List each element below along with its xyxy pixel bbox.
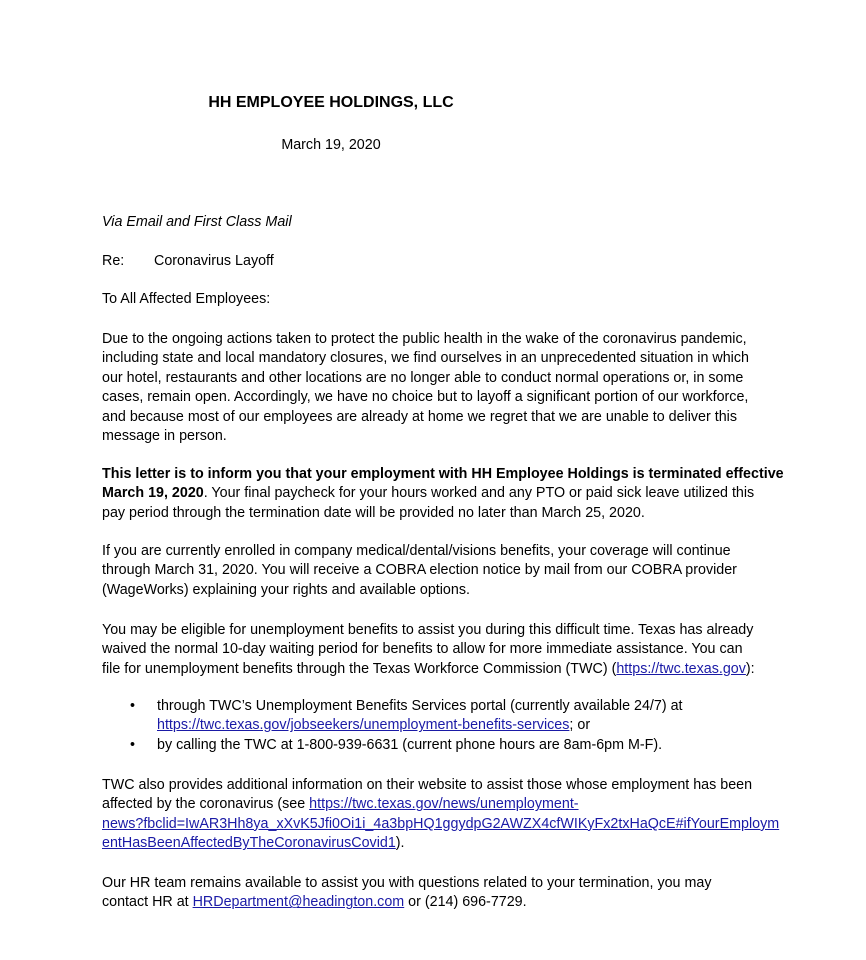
hr-email-link[interactable]: HRDepartment@headington.com xyxy=(192,894,405,911)
paragraph-intro xyxy=(102,330,792,446)
paragraph-line: our hotel, restaurants and other locations are no longer able to conduct normal operations or, in some xyxy=(102,369,744,386)
paragraph-line: through March 31, 2020. You will receive a COBRA election notice by mail from our COBRA provider xyxy=(102,562,737,579)
twc-news-link-end[interactable]: entHasBeenAffectedByTheCoronavirusCovid1 xyxy=(102,835,396,852)
paragraph-line: You may be eligible for unemployment benefits to assist you during this difficult time. Texas has already xyxy=(102,622,754,638)
paragraph-twc-info: TWC also provides additional information on their website to assist those whose employment has been affected by the coronavirus (see https://twc.texas.gov/news/unemployment- news?fbclid=IwAR3Hh8ya_xXvK5Jfi0Oi1i_4a3bpHQ1ggydpG2AWZX4cfWIKyFx2txHaQcE#ifYourEmploym entHasBeenAffectedByTheCoronavirusCovid1). xyxy=(102,776,792,854)
paragraph-termination xyxy=(102,465,792,523)
paragraph-line: cases, remain open. Accordingly, we have no choice but to layoff a significant portion of our workforce, xyxy=(102,389,749,406)
termination-date: March 19, 2020 xyxy=(102,485,204,502)
twc-portal-link[interactable]: https://twc.texas.gov/jobseekers/unemployment-benefits-services xyxy=(157,717,570,734)
bullet-icon: • xyxy=(130,698,136,714)
paragraph-line: TWC also provides additional information on their website to assist those whose employment has been xyxy=(102,777,753,793)
paragraph-line: pay period through the termination date will be provided no later than March 25, 2020. xyxy=(102,504,645,521)
list-item: • through TWC’s Unemployment Benefits Services portal (currently available 24/7) at https://twc.texas.gov/jobseekers/unemployment-benefits-services; or xyxy=(130,698,683,734)
twc-news-link-cont[interactable]: news?fbclid=IwAR3Hh8ya_xXvK5Jfi0Oi1i_4a3bpHQ1ggydpG2AWZX4cfWIKyFx2txHaQcE#ifYourEmploym xyxy=(102,815,780,832)
twc-news-link[interactable]: https://twc.texas.gov/news/unemployment- xyxy=(309,796,579,813)
paragraph-line: If you are currently enrolled in company medical/dental/visions benefits, your coverage will continue xyxy=(102,543,731,559)
subject-line xyxy=(102,252,792,271)
paragraph-benefits xyxy=(102,542,792,600)
salutation: To All Affected Employees: xyxy=(102,291,271,307)
re-subject: Coronavirus Layoff xyxy=(154,253,274,269)
company-heading: HH EMPLOYEE HOLDINGS, LLC xyxy=(208,94,454,111)
paragraph-line: and because most of our employees are already at home we regret that we are unable to deliver this xyxy=(102,408,737,425)
paragraph-line: Due to the ongoing actions taken to protect the public health in the wake of the coronavirus pandemic, xyxy=(102,331,747,347)
re-label: Re: xyxy=(102,253,125,269)
paragraph-line: message in person. xyxy=(102,428,227,445)
delivery-method: Via Email and First Class Mail xyxy=(102,214,292,230)
paragraph-line: Our HR team remains available to assist you with questions related to your termination, you may xyxy=(102,875,712,891)
paragraph-unemployment: You may be eligible for unemployment benefits to assist you during this difficult time. Texas has already waived the normal 10-day waiting period for benefits to allow for more immediate assistance. You can file for unemployment benefits through the Texas Workforce Commission (TWC) (https://twc.texas.gov): xyxy=(102,621,792,679)
list-item: • by calling the TWC at 1-800-939-6631 (current phone hours are 8am-6pm M-F). xyxy=(102,736,792,755)
twc-website-link[interactable]: https://twc.texas.gov xyxy=(616,660,746,677)
paragraph-line: waived the normal 10-day waiting period for benefits to allow for more immediate assistance. You can xyxy=(102,641,743,658)
termination-statement: This letter is to inform you that your employment with HH Employee Holdings is terminated effective xyxy=(102,466,784,482)
paragraph-hr-contact: Our HR team remains available to assist you with questions related to your termination, you may contact HR at HRDepartment@headington.com or (214) 696-7729. xyxy=(102,874,792,913)
paragraph-line: including state and local mandatory closures, we find ourselves in an unprecedented situation in which xyxy=(102,350,749,367)
bullet-list xyxy=(102,697,792,755)
bullet-icon: • xyxy=(130,736,136,753)
letter-date: March 19, 2020 xyxy=(281,137,381,153)
paragraph-line: (WageWorks) explaining your rights and available options. xyxy=(102,581,470,598)
paycheck-text: . Your final paycheck for your hours worked and any PTO or paid sick leave utilized this xyxy=(203,485,755,502)
